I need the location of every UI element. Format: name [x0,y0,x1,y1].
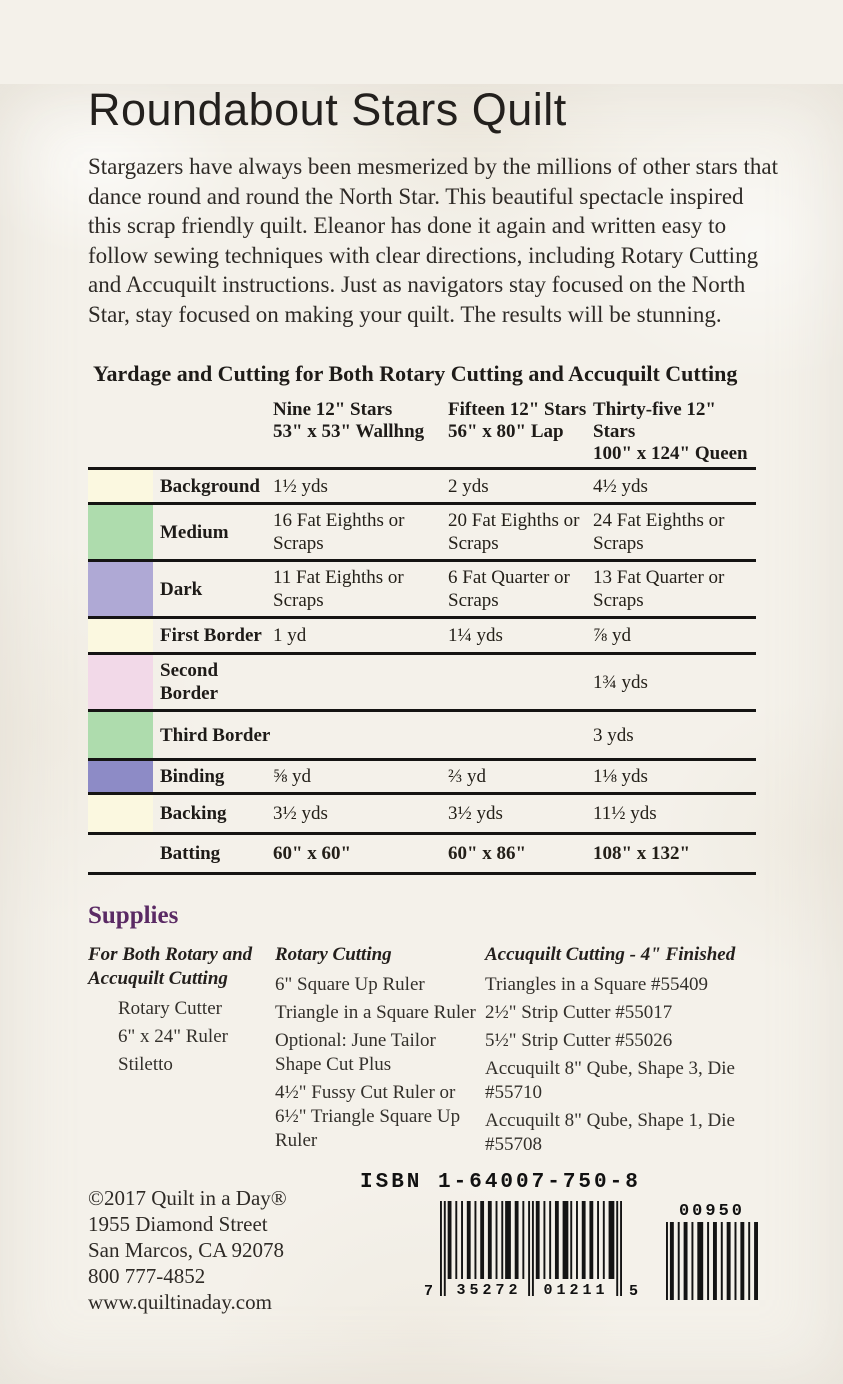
upc-right-digit: 5 [628,1283,638,1300]
row-value-lap: 60" x 86" [448,843,527,864]
row-value-lap: 2 yds [448,475,489,497]
yardage-row [88,709,756,758]
row-label: Second Border [160,660,219,704]
addon-digits: 00950 [678,1202,745,1221]
row-label: Third Border [160,724,271,746]
row-value-wallhanging: ⅝ yd [273,766,311,787]
fabric-swatch [88,761,153,792]
footer [88,1163,779,1363]
row-label: Background [160,475,260,497]
upc-group1: 35272 [456,1282,522,1299]
addon-barcode [666,1203,758,1300]
row-label: Dark [160,578,203,600]
row-value-queen: 11½ yds [593,803,657,824]
row-value-queen: 24 Fat Eighths or Scraps [593,510,725,554]
supply-item: Optional: June Tailor Shape Cut Plus [275,1030,436,1075]
supply-item: 6" Square Up Ruler [275,974,425,995]
yardage-column-head [593,399,756,465]
column-head-line1: Thirty-five 12" Stars [593,399,716,442]
row-value-wallhanging [273,731,448,739]
column-head-line1: Fifteen 12" Stars [448,399,587,420]
supply-item: Stiletto [118,1054,173,1075]
supply-column [485,943,778,1161]
supply-column [88,943,275,1161]
addon-barcode-bars [666,1222,758,1300]
supplies-heading: Supplies [88,902,179,929]
yardage-table [88,399,756,875]
row-label: Backing [160,803,227,824]
fabric-swatch [88,655,153,709]
fabric-swatch [88,562,153,616]
fabric-swatch [88,470,153,502]
yardage-row [88,758,756,792]
row-value-queen: 4½ yds [593,475,648,497]
publisher-line: 1955 Diamond Street [88,1212,268,1236]
fabric-swatch [88,835,153,872]
supply-item: Triangle in a Square Ruler [275,1002,476,1023]
supply-item: Rotary Cutter [118,998,222,1019]
supply-item: Triangles in a Square #55409 [485,974,709,995]
row-value-wallhanging: 16 Fat Eighths or Scraps [273,510,405,554]
supply-column-heading: Rotary Cutting [275,944,392,965]
fabric-swatch [88,505,153,559]
yardage-row [88,792,756,832]
supply-item: 5½" Strip Cutter #55026 [485,1030,673,1051]
fabric-swatch [88,619,153,652]
column-head-line2: 56" x 80" Lap [448,421,564,442]
row-value-lap: ⅔ yd [448,766,486,787]
supply-item: 2½" Strip Cutter #55017 [485,1002,673,1023]
yardage-column-heads [88,399,756,465]
publisher-line: San Marcos, CA 92078 [88,1238,284,1262]
supply-column-heading: Accuquilt Cutting - 4" Finished [485,944,736,965]
row-label: Binding [160,766,225,787]
row-value-wallhanging: 1 yd [273,625,307,646]
row-value-wallhanging: 1½ yds [273,475,328,497]
row-value-queen: 13 Fat Quarter or Scraps [593,567,725,611]
supplies-columns [88,943,779,1161]
row-value-lap [448,731,593,739]
isbn-label: ISBN 1-64007-750-8 [360,1171,641,1194]
column-head-line2: 53" x 53" Wallhng [273,421,425,442]
publisher-line: ©2017 Quilt in a Day® [88,1186,287,1210]
row-value-queen: 108" x 132" [593,843,691,864]
row-value-wallhanging: 3½ yds [273,803,328,824]
row-value-queen: 3 yds [593,724,634,746]
row-value-queen: 1⅛ yds [593,766,648,787]
publisher-block [88,1185,287,1315]
supply-items [485,973,778,1157]
row-value-wallhanging: 11 Fat Eighths or Scraps [273,567,404,611]
row-label: Batting [160,843,221,864]
page-title: Roundabout Stars Quilt [88,84,567,135]
upc-barcode [424,1201,638,1300]
row-value-queen: ⅞ yd [593,625,631,646]
supply-item: Accuquilt 8" Qube, Shape 1, Die #55708 [485,1110,735,1155]
fabric-swatch [88,795,153,832]
supply-items [275,973,485,1153]
intro-paragraph: Stargazers have always been mesmerized by the millions of other stars that dance round and round the North Star. This beautiful spectacle inspired this scrap friendly quilt. Eleanor has done it again and written easy to follow sewing techniques with clear directions, including Rotary Cutting and Accuquilt instructions. Just as navigators stay focused on the North Star, stay focused on making your quilt. The results will be stunning. [88,154,778,327]
supply-column-heading: For Both Rotary and Accuquilt Cutting [88,944,253,989]
column-head-line1: Nine 12" Stars [273,399,393,420]
column-head-line2: 100" x 124" Queen [593,443,748,464]
yardage-rows [88,467,756,875]
yardage-table-title: Yardage and Cutting for Both Rotary Cutting and Accuquilt Cutting [93,361,738,386]
fabric-swatch [88,712,153,758]
supply-item: 4½" Fussy Cut Ruler or 6½" Triangle Square Up Ruler [275,1082,461,1151]
supply-column [275,943,485,1161]
row-label: Medium [160,521,229,543]
row-value-lap: 3½ yds [448,803,503,824]
yardage-column-head [273,399,448,465]
row-value-wallhanging [273,678,448,686]
row-value-lap: 1¼ yds [448,625,503,646]
row-value-lap [448,678,593,686]
column-head-spacer [88,399,273,465]
yardage-column-head [448,399,593,465]
yardage-row [88,832,756,875]
supply-items [88,997,275,1077]
yardage-row [88,502,756,559]
supply-item: 6" x 24" Ruler [118,1026,228,1047]
yardage-row [88,652,756,709]
upc-group2: 01211 [543,1282,609,1299]
yardage-row [88,467,756,502]
row-value-wallhanging: 60" x 60" [273,843,352,864]
publisher-line: 800 777-4852 [88,1264,206,1288]
upc-left-digit: 7 [424,1283,434,1300]
yardage-row [88,616,756,652]
supply-item: Accuquilt 8" Qube, Shape 3, Die #55710 [485,1058,735,1103]
row-value-queen: 1¾ yds [593,671,648,693]
publisher-line: www.quiltinaday.com [88,1290,272,1314]
yardage-row [88,559,756,616]
row-value-lap: 6 Fat Quarter or Scraps [448,567,570,611]
pattern-back-cover [0,84,843,1384]
row-value-lap: 20 Fat Eighths or Scraps [448,510,580,554]
row-label: First Border [160,625,262,646]
